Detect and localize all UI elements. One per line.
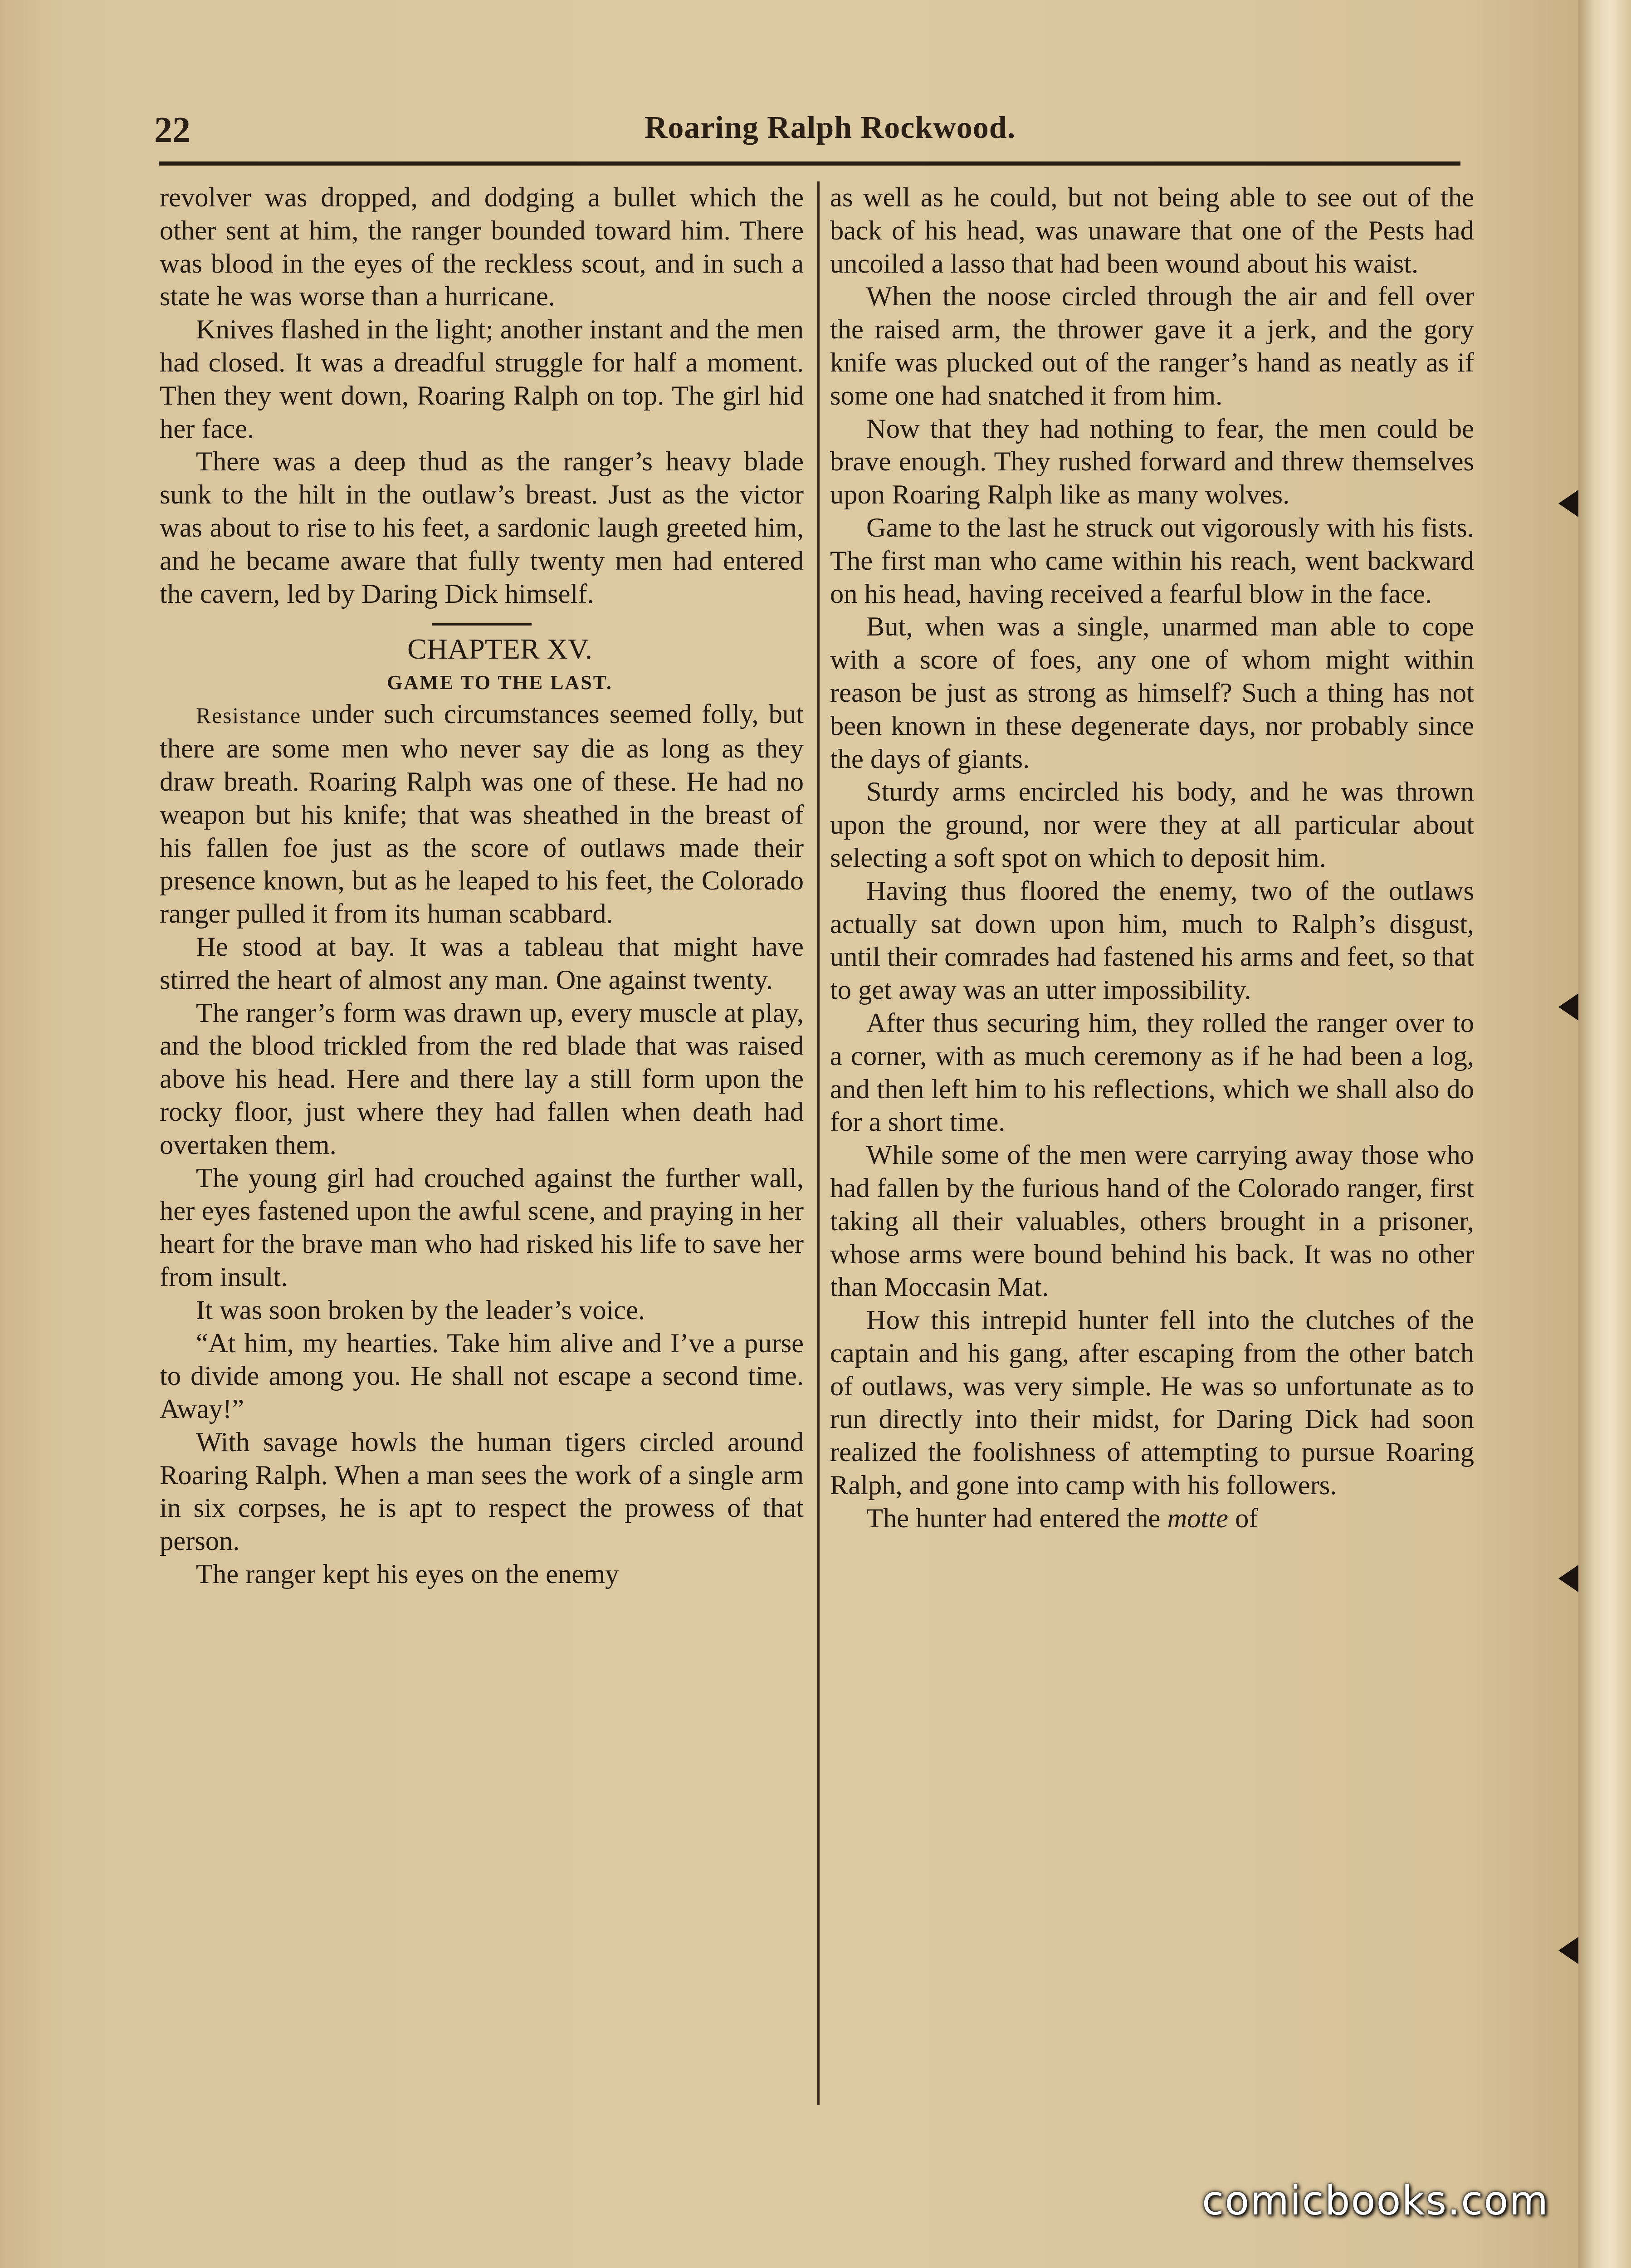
page-header (154, 105, 1506, 160)
paragraph: The young girl had crouched against the further wall, her eyes fastened upon the awful scene, and praying in her heart for the brave man who had risked his life to save her from insult. (160, 1163, 804, 1292)
paragraph (160, 698, 804, 931)
paragraph-text: of (1228, 1503, 1258, 1534)
paragraph: There was a deep thud as the ranger’s heavy blade sunk to the hilt in the outlaw’s breast. Just as the victor was about to rise to his feet, a sardonic laugh greeted him, and he became aware that fully twenty men had entered the cavern, led by Daring Dick himself. (160, 446, 804, 609)
column-divider (817, 181, 820, 2105)
left-column (160, 181, 804, 1591)
running-head: Roaring Ralph Rockwood. (644, 110, 1016, 145)
watermark: comicbooks.com (1202, 2177, 1549, 2224)
right-column (830, 181, 1474, 1535)
paragraph: Game to the last he struck out vigorously with his fists. The first man who came within his reach, went backward on his head, having received a fearful blow in the face. (830, 512, 1474, 609)
paragraph: While some of the men were carrying away those who had fallen by the furious hand of the Colorado ranger, first taking all their valuables, others brought in a prisoner, whose arms were bound behind his back. It was no other than Moccasin Mat. (830, 1140, 1474, 1303)
paragraph-text: The hunter had entered the (866, 1503, 1167, 1534)
paragraph: The ranger kept his eyes on the enemy (196, 1559, 619, 1590)
page-edge (1578, 0, 1631, 2268)
paragraph (830, 1502, 1474, 1535)
chapter-divider-rule (432, 623, 532, 626)
paragraph: revolver was dropped, and dodging a bullet which the other sent at him, the ranger bounded toward him. There was blood in the eyes of the reckless scout, and in such a state he was worse than a hurricane. (160, 182, 804, 312)
paragraph: Sturdy arms encircled his body, and he was thrown upon the ground, nor were they at all particular about selecting a soft spot on which to deposit him. (830, 777, 1474, 873)
paragraph-text: under such circumstances seemed folly, but there are some men who never say die as long as they draw breath. Roaring Ralph was one of these. He had no weapon but his knife; that was sheathed in the breast of his fallen foe just as the score of outlaws made their presence known, but as he leaped to his feet, the Colorado ranger pulled it from its human scabbard. (160, 699, 804, 929)
chapter-title: CHAPTER XV. (407, 633, 592, 665)
paragraph: Having thus floored the enemy, two of the outlaws actually sat down upon him, much to Ralph’s disgust, until their comrades had fastened his arms and feet, so that to get away was an utter impossibility. (830, 875, 1474, 1006)
paragraph: After thus securing him, they rolled the ranger over to a corner, with as much ceremony as if he had been a log, and then left him to his reflections, which we shall also do for a short time. (830, 1007, 1474, 1138)
paragraph: The ranger’s form was drawn up, every muscle at play, and the blood trickled from the red blade that was raised above his head. Here and there lay a still form upon the rocky floor, just where they had fallen when death had overtaken them. (160, 997, 804, 1160)
paragraph: When the noose circled through the air and fell over the raised arm, the thrower gave it a jerk, and the gory knife was plucked out of the ranger’s hand as neatly as if some one had snatched it from him. (830, 281, 1474, 411)
paragraph: as well as he could, but not being able to see out of the back of his head, was unaware that one of the Pests had uncoiled a lasso that had been wound about his waist. (830, 182, 1474, 279)
binding-hole-icon (1558, 993, 1578, 1021)
paragraph: But, when was a single, unarmed man able to cope with a score of foes, any one of whom might within reason be just as strong as himself? Such a thing has not been known in these degenerate days, nor probably since the days of giants. (830, 611, 1474, 774)
paragraph: “At him, my hearties. Take him alive and I’ve a purse to divide among you. He shall not escape a second time. Away!” (160, 1328, 804, 1425)
drop-lead-word: Resistance (196, 703, 302, 728)
paragraph: He stood at bay. It was a tableau that might have stirred the heart of almost any man. One against twenty. (160, 931, 804, 995)
paragraph: Knives flashed in the light; another instant and the men had closed. It was a dreadful struggle for half a moment. Then they went down, Roaring Ralph on top. The girl hid her face. (160, 314, 804, 444)
page-number: 22 (154, 110, 190, 150)
italic-word: motte (1167, 1503, 1228, 1534)
binding-hole-icon (1558, 1565, 1578, 1592)
binding-hole-icon (1558, 1937, 1578, 1964)
paragraph: It was soon broken by the leader’s voice. (196, 1295, 645, 1325)
paragraph: How this intrepid hunter fell into the clutches of the captain and his gang, after escaping from the other batch of outlaws, was very simple. He was so unfortunate as to run directly into their midst, for Daring Dick had soon realized the foolishness of attempting to pursue Roaring Ralph, and gone into camp with his followers. (830, 1305, 1474, 1501)
binding-hole-icon (1558, 490, 1578, 517)
chapter-subtitle: GAME TO THE LAST. (387, 671, 613, 694)
paragraph: Now that they had nothing to fear, the men could be brave enough. They rushed forward and threw themselves upon Roaring Ralph like as many wolves. (830, 413, 1474, 510)
paragraph: With savage howls the human tigers circled around Roaring Ralph. When a man sees the work of a single arm in six corpses, he is apt to respect the prowess of that person. (160, 1427, 804, 1557)
header-rule (159, 161, 1460, 166)
